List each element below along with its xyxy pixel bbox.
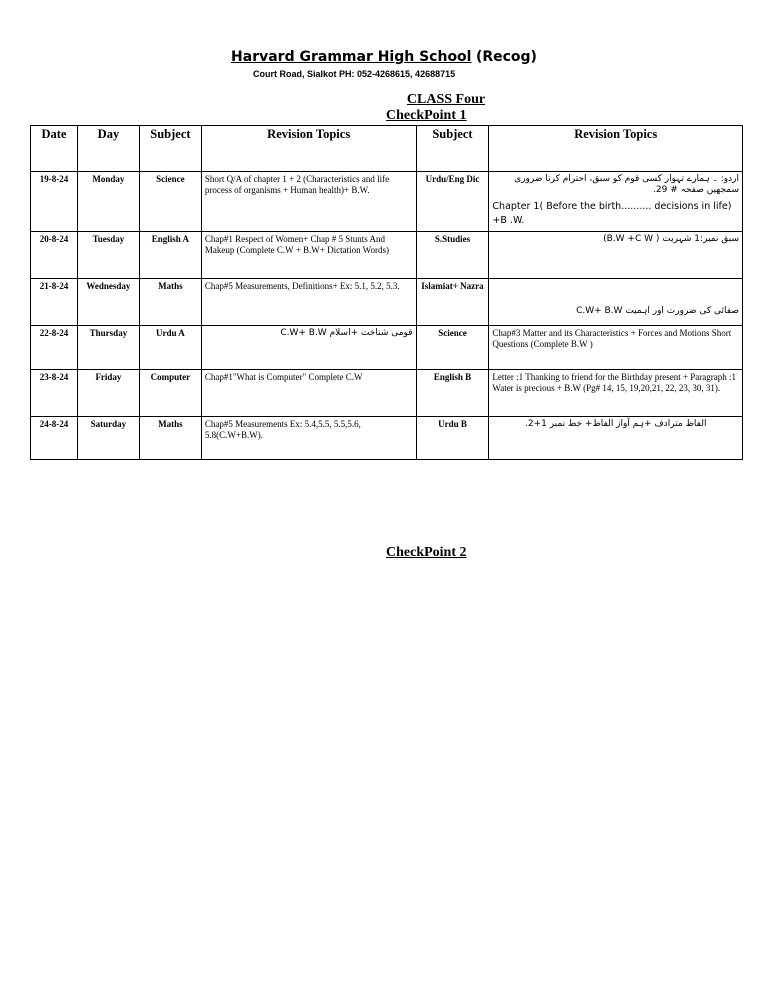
row-subject-1: Science <box>139 172 201 232</box>
row-subject-1: English A <box>139 232 201 279</box>
header-day: Day <box>77 126 139 172</box>
row-subject-2: Islamiat+ Nazra <box>416 279 489 326</box>
row-subject-2: Urdu/Eng Dic <box>416 172 489 232</box>
school-name: Harvard Grammar High School <box>231 49 472 65</box>
row-topics-1: قومی شناخت +اسلام C.W+ B.W <box>201 326 416 370</box>
school-header <box>0 48 768 66</box>
table-row <box>31 232 743 279</box>
row-day: Wednesday <box>77 279 139 326</box>
row-topics-2: Chap#3 Matter and its Characteristics + Forces and Motions Short Questions (Complete B.W ) <box>489 326 743 370</box>
table-row <box>31 417 743 460</box>
row-topics-2: صفائی کی ضرورت اور اہمیت C.W+ B.W <box>489 279 743 326</box>
table-row <box>31 326 743 370</box>
row-day: Monday <box>77 172 139 232</box>
row-subject-2: English B <box>416 370 489 417</box>
school-address: Court Road, Sialkot PH: 052-4268615, 42688715 <box>253 69 456 79</box>
row-subject-1: Maths <box>139 417 201 460</box>
row-date: 19-8-24 <box>31 172 78 232</box>
row-day: Thursday <box>77 326 139 370</box>
row-date: 24-8-24 <box>31 417 78 460</box>
row-subject-1: Urdu A <box>139 326 201 370</box>
school-title <box>231 49 537 65</box>
row-topics-1: Chap#5 Measurements Ex: 5.4,5.5, 5.5,5.6, 5.8(C.W+B.W). <box>201 417 416 460</box>
checkpoint-2-title: CheckPoint 2 <box>386 545 467 560</box>
header-subject-2: Subject <box>416 126 489 172</box>
row-date: 20-8-24 <box>31 232 78 279</box>
row-subject-2: Urdu B <box>416 417 489 460</box>
row-subject-1: Maths <box>139 279 201 326</box>
revision-schedule-table <box>30 125 743 460</box>
header-subject-1: Subject <box>139 126 201 172</box>
row-topics-1: Chap#1"What is Computer" Complete C.W <box>201 370 416 417</box>
row-subject-2: S.Studies <box>416 232 489 279</box>
row-subject-1: Computer <box>139 370 201 417</box>
checkpoint-1-title: CheckPoint 1 <box>386 108 467 123</box>
row-topics-2 <box>489 172 743 232</box>
class-title: CLASS Four <box>406 92 486 107</box>
row-topics-1: Chap#1 Respect of Women+ Chap # 5 Stunts And Makeup (Complete C.W + B.W+ Dictation Words) <box>201 232 416 279</box>
row-subject-2: Science <box>416 326 489 370</box>
school-suffix: (Recog) <box>475 49 537 65</box>
table-row <box>31 172 743 232</box>
row-date: 23-8-24 <box>31 370 78 417</box>
row-date: 22-8-24 <box>31 326 78 370</box>
row-topics-2: Letter :1 Thanking to friend for the Birthday present + Paragraph :1 Water is precious + B.W (Pg# 14, 15, 19,20,21, 22, 23, 30, 31). <box>489 370 743 417</box>
row-date: 21-8-24 <box>31 279 78 326</box>
table-header-row <box>31 126 743 172</box>
row-topics-1: Short Q/A of chapter 1 + 2 (Characteristics and life process of organisms + Human health)+ B.W. <box>201 172 416 232</box>
row-day: Saturday <box>77 417 139 460</box>
row-day: Tuesday <box>77 232 139 279</box>
row-topics-1: Chap#5 Measurements, Definitions+ Ex: 5.1, 5.2, 5.3. <box>201 279 416 326</box>
row-topics-2-english: Chapter 1( Before the birth.......... decisions in life) +B .W. <box>492 201 732 226</box>
table-row <box>31 370 743 417</box>
table-row <box>31 279 743 326</box>
row-day: Friday <box>77 370 139 417</box>
row-topics-2: الفاظ مترادف +ہم آواز الفاظ+ خط نمبر 1+2. <box>489 417 743 460</box>
row-topics-2-urdu: اردو: ۔ ہمارے تہوار کسی قوم کو سبق، احترام کرنا ضروری سمجھیں صفحہ # 29. <box>514 174 739 195</box>
header-topics-2: Revision Topics <box>489 126 743 172</box>
header-date: Date <box>31 126 78 172</box>
row-topics-2: سبق نمبر:1 شہریت ( B.W +C W) <box>489 232 743 279</box>
header-topics-1: Revision Topics <box>201 126 416 172</box>
